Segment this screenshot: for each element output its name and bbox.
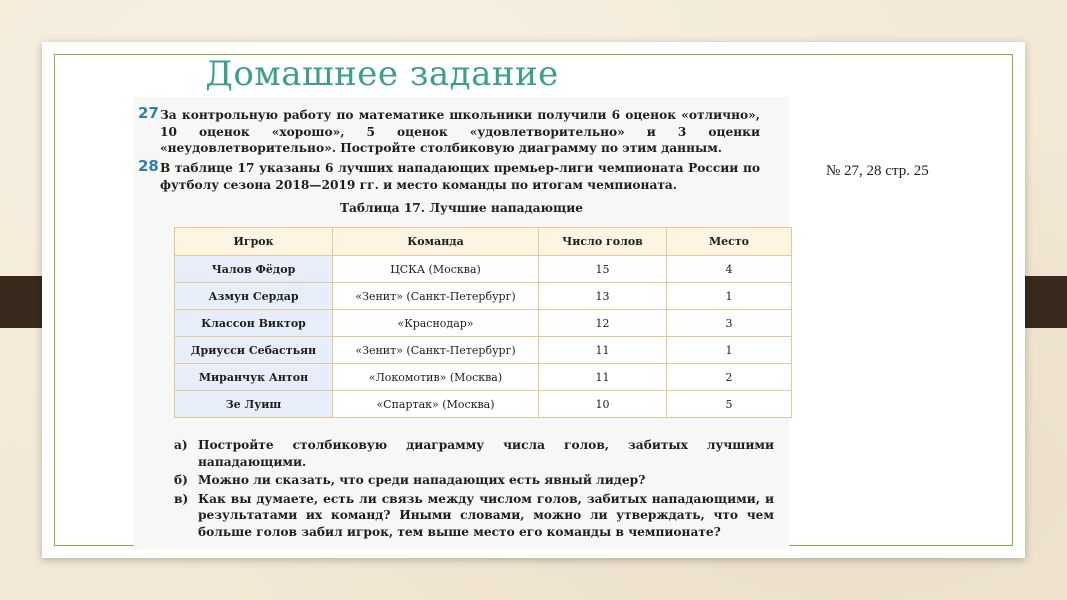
cell-player: Дриусси Себастьян (175, 337, 333, 364)
question-text: Постройте столбиковую диаграмму числа голов, забитых лучшими нападающими. (198, 438, 774, 469)
cell-goals: 11 (539, 337, 667, 364)
header-goals: Число голов (539, 228, 667, 256)
page-reference: № 27, 28 стр. 25 (826, 163, 929, 179)
question-c (174, 491, 774, 541)
cell-team: «Спартак» (Москва) (333, 391, 539, 418)
table-row (175, 283, 792, 310)
question-label: а) (174, 438, 188, 452)
textbook-page (134, 97, 789, 549)
task-text: В таблице 17 указаны 6 лучших нападающих премьер-лиги чемпионата России по футболу сезона 2018—2019 гг. и место команды по итогам чемпионата. (160, 161, 760, 192)
table-row (175, 310, 792, 337)
cell-player: Чалов Фёдор (175, 256, 333, 283)
task-number: 27 (138, 104, 159, 122)
task-text: За контрольную работу по математике школьники получили 6 оценок «отлично», 10 оценок «хорошо», 5 оценок «удовлетворительно» и 3 оценки «неудовлетворительно». Постройте столбиковую диаграмму по этим данным. (160, 108, 760, 155)
task-28 (138, 157, 760, 193)
cell-place: 1 (667, 337, 792, 364)
table-caption: Таблица 17. Лучшие нападающие (339, 201, 584, 215)
table-row (175, 256, 792, 283)
cell-goals: 11 (539, 364, 667, 391)
cell-goals: 10 (539, 391, 667, 418)
question-text: Как вы думаете, есть ли связь между числом голов, забитых нападающими, и результатами их команд? Иными словами, можно ли утверждать, что чем больше голов забил игрок, тем выше место его команды в чемпионате? (198, 491, 774, 539)
cell-goals: 13 (539, 283, 667, 310)
cell-goals: 12 (539, 310, 667, 337)
cell-place: 2 (667, 364, 792, 391)
cell-player: Классон Виктор (175, 310, 333, 337)
question-a (174, 437, 774, 470)
cell-goals: 15 (539, 256, 667, 283)
table-row (175, 391, 792, 418)
header-player: Игрок (175, 228, 333, 256)
cell-team: «Краснодар» (333, 310, 539, 337)
cell-player: Азмун Сердар (175, 283, 333, 310)
table-row (175, 364, 792, 391)
task-27 (138, 104, 760, 157)
table-row (175, 337, 792, 364)
cell-team: «Зенит» (Санкт-Петербург) (333, 337, 539, 364)
task-number: 28 (138, 157, 159, 175)
slide-card (42, 42, 1025, 558)
cell-team: ЦСКА (Москва) (333, 256, 539, 283)
question-label: б) (174, 473, 188, 487)
question-list (174, 437, 774, 542)
cell-place: 3 (667, 310, 792, 337)
cell-player: Миранчук Антон (175, 364, 333, 391)
cell-place: 4 (667, 256, 792, 283)
header-place: Место (667, 228, 792, 256)
question-b (174, 472, 774, 489)
cell-team: «Зенит» (Санкт-Петербург) (333, 283, 539, 310)
slide-title: Домашнее задание (205, 54, 559, 94)
header-team: Команда (333, 228, 539, 256)
cell-player: Зе Луиш (175, 391, 333, 418)
cell-place: 5 (667, 391, 792, 418)
question-label: в) (174, 491, 189, 506)
table-header-row (175, 228, 792, 256)
question-text: Можно ли сказать, что среди нападающих есть явный лидер? (198, 473, 646, 487)
cell-place: 1 (667, 283, 792, 310)
forwards-table (174, 227, 792, 418)
cell-team: «Локомотив» (Москва) (333, 364, 539, 391)
